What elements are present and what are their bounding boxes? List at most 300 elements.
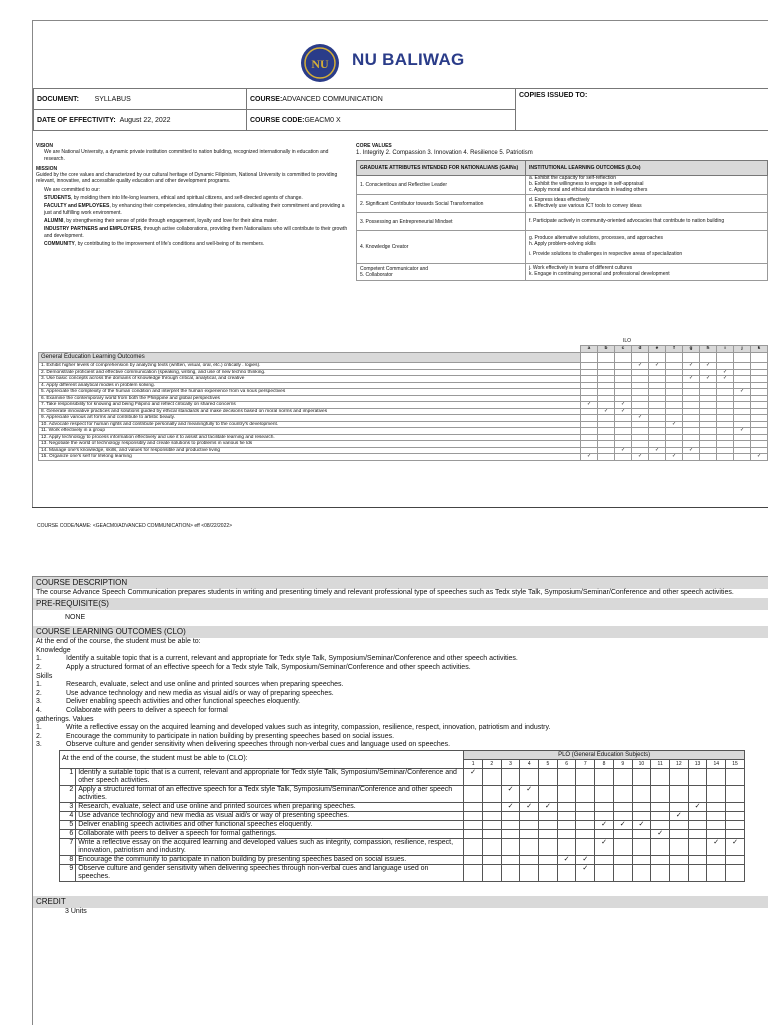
gain-row bbox=[357, 264, 526, 281]
clo-number: 8 bbox=[60, 855, 76, 864]
clo-description: Research, evaluate, select and use online and printed sources when preparing speeches. bbox=[76, 802, 464, 811]
document-label: DOCUMENT: bbox=[37, 95, 79, 103]
clo-list-item bbox=[33, 698, 768, 707]
clo-list-item bbox=[33, 681, 768, 690]
plo-check-cell bbox=[539, 820, 558, 829]
plo-check-cell bbox=[482, 785, 501, 802]
knowledge-list bbox=[33, 655, 768, 672]
clo-list-item bbox=[33, 664, 768, 673]
check-mark-icon: ✓ bbox=[544, 802, 551, 810]
ge-check-cell bbox=[581, 454, 598, 461]
graduate-attributes-table bbox=[356, 160, 768, 281]
plo-check-cell bbox=[464, 802, 483, 811]
plo-check-cell bbox=[651, 768, 670, 785]
plo-check-cell bbox=[576, 864, 595, 881]
plo-check-cell bbox=[501, 811, 520, 820]
plo-number: 3 bbox=[501, 759, 520, 768]
check-mark-icon: ✓ bbox=[657, 829, 664, 837]
footer-course-code: COURSE CODE/NAME: <GEACM0/ADVANCED COMMUNICATION> eff <08/22/2022> bbox=[37, 523, 233, 529]
plo-check-cell bbox=[539, 864, 558, 881]
plo-check-cell bbox=[651, 855, 670, 864]
check-mark-icon: ✓ bbox=[586, 454, 592, 459]
plo-check-cell bbox=[632, 785, 651, 802]
clo-list-text: Encourage the community to participate in nation building by presenting speeches based on social issues. bbox=[66, 732, 395, 740]
ilo-group bbox=[526, 231, 768, 264]
plo-check-cell bbox=[688, 855, 707, 864]
mission-items bbox=[36, 195, 348, 247]
plo-check-cell bbox=[651, 785, 670, 802]
check-mark-icon: ✓ bbox=[601, 838, 607, 846]
plo-check-cell bbox=[539, 768, 558, 785]
clo-list-text: Research, evaluate, select and use online and printed sources when preparing speeches. bbox=[66, 681, 344, 689]
ge-check-cell bbox=[598, 353, 615, 363]
ge-title-row bbox=[39, 353, 768, 363]
ge-check-cell bbox=[632, 454, 649, 461]
clo-description: Write a reflective essay on the acquired learning and developed values such as integrity, compassion, resilience, respect, innovation, patriotism and industry. bbox=[76, 838, 464, 855]
plo-check-cell bbox=[482, 820, 501, 829]
check-mark-icon: ✓ bbox=[603, 408, 609, 414]
plo-check-cell bbox=[613, 768, 632, 785]
ilo-letter: a bbox=[581, 346, 598, 353]
plo-check-cell bbox=[539, 838, 558, 855]
mission-item bbox=[36, 241, 348, 247]
check-mark-icon: ✓ bbox=[620, 402, 626, 407]
clo-row bbox=[60, 768, 745, 785]
ilo-item: h. Apply problem-solving skills bbox=[529, 241, 596, 248]
ge-outcome-text: 9. Appreciate various art forms and contribute to artistic beauty. bbox=[39, 415, 581, 422]
clo-row bbox=[60, 855, 745, 864]
plo-check-cell bbox=[707, 864, 726, 881]
plo-check-cell bbox=[595, 855, 614, 864]
plo-check-cell bbox=[482, 802, 501, 811]
check-mark-icon: ✓ bbox=[705, 376, 711, 381]
plo-check-cell bbox=[651, 838, 670, 855]
check-mark-icon: ✓ bbox=[671, 454, 677, 459]
clo-number: 7 bbox=[60, 838, 76, 855]
plo-check-cell bbox=[482, 855, 501, 864]
clo-row bbox=[60, 829, 745, 838]
plo-check-cell bbox=[595, 829, 614, 838]
ge-check-cell bbox=[683, 454, 700, 461]
mission-item-text: , by strengthening their sense of pride through engagement, loyalty and love for their alma mater. bbox=[63, 217, 278, 224]
plo-check-cell bbox=[632, 802, 651, 811]
check-mark-icon: ✓ bbox=[563, 855, 570, 863]
clo-intro: At the end of the course, the student must be able to: bbox=[36, 638, 201, 646]
plo-check-cell bbox=[520, 768, 539, 785]
plo-check-cell bbox=[595, 838, 614, 855]
plo-number: 5 bbox=[539, 759, 558, 768]
plo-number: 15 bbox=[726, 759, 745, 768]
plo-check-cell bbox=[613, 829, 632, 838]
clo-header-row bbox=[60, 750, 745, 759]
plo-check-cell bbox=[576, 855, 595, 864]
plo-check-cell bbox=[464, 811, 483, 820]
plo-check-cell bbox=[464, 820, 483, 829]
plo-check-cell bbox=[576, 785, 595, 802]
clo-list-number: 1. bbox=[36, 681, 42, 689]
clo-list-item bbox=[33, 724, 768, 733]
clo-description: Deliver enabling speech activities and other functional speeches eloquently. bbox=[76, 820, 464, 829]
gain-row: 2. Significant Contributor towards Social Transformation bbox=[357, 195, 526, 213]
ge-check-cell bbox=[734, 454, 751, 461]
clo-list-number: 1. bbox=[36, 655, 42, 663]
ge-check-cell bbox=[717, 454, 734, 461]
plo-check-cell bbox=[595, 785, 614, 802]
mission-item-key: STUDENTS bbox=[44, 195, 71, 202]
plo-number: 8 bbox=[595, 759, 614, 768]
gains-header: GRADUATE ATTRIBUTES INTENDED FOR NATIONALIANS (GAINs) bbox=[357, 161, 526, 176]
plo-check-cell bbox=[669, 802, 688, 811]
ilo-item: i. Provide solutions to challenges in respective areas of specialization bbox=[529, 250, 683, 257]
plo-check-cell bbox=[688, 864, 707, 881]
prerequisite-value: NONE bbox=[65, 613, 86, 621]
clo-list-text: Collaborate with peers to deliver a speech for formal bbox=[66, 706, 228, 714]
ge-outcome-text: 3. Use basic concepts across the domains of knowledge through critical, analytical, and creative bbox=[39, 376, 581, 383]
plo-check-cell bbox=[595, 820, 614, 829]
vision-mission-section bbox=[36, 143, 348, 249]
mission-item-text: , through active collaborations, providing them Nationalians who will contribute to their growth and development. bbox=[44, 226, 348, 239]
check-mark-icon: ✓ bbox=[739, 389, 745, 394]
check-mark-icon: ✓ bbox=[722, 369, 728, 375]
plo-check-cell bbox=[613, 811, 632, 820]
check-mark-icon: ✓ bbox=[637, 454, 643, 459]
plo-check-cell bbox=[632, 811, 651, 820]
plo-check-cell bbox=[557, 838, 576, 855]
plo-check-cell bbox=[520, 785, 539, 802]
ilo-letter: k bbox=[751, 346, 768, 353]
plo-check-cell bbox=[520, 864, 539, 881]
plo-check-cell bbox=[464, 855, 483, 864]
ilo-letter-spacer bbox=[39, 346, 581, 353]
mission-item-key: COMMUNITY bbox=[44, 240, 75, 247]
mission-committed: We are committed to our: bbox=[44, 186, 101, 193]
plo-check-cell bbox=[669, 838, 688, 855]
plo-check-cell bbox=[632, 768, 651, 785]
mission-item-text: , by molding them into life-long learners, ethical and spiritual citizens, and self-directed agents of change. bbox=[70, 195, 303, 202]
plo-check-cell bbox=[726, 855, 745, 864]
clo-description: Collaborate with peers to deliver a speech for formal gatherings. bbox=[76, 829, 464, 838]
ilo-item: f. Participate actively in community-oriented advocacies that contribute to nation building bbox=[526, 213, 768, 231]
plo-check-cell bbox=[651, 802, 670, 811]
mission-item-key: INDUSTRY PARTNERS and EMPLOYERS bbox=[44, 226, 141, 233]
ge-check-cell bbox=[734, 353, 751, 363]
clo-label: COURSE LEARNING OUTCOMES (CLO) bbox=[33, 626, 768, 638]
plo-check-cell bbox=[688, 811, 707, 820]
plo-check-cell bbox=[669, 820, 688, 829]
plo-check-cell bbox=[520, 855, 539, 864]
plo-check-cell bbox=[501, 768, 520, 785]
ge-check-cell bbox=[581, 353, 598, 363]
plo-check-cell bbox=[669, 855, 688, 864]
plo-check-cell bbox=[520, 829, 539, 838]
plo-check-cell bbox=[613, 838, 632, 855]
mission-text: Guided by the core values and characterized by our cultural heritage of Dynamic Filipinism, National University is committed to providing relevant, innovative, and accessible quality education and other development programs. bbox=[36, 172, 338, 185]
ge-outcomes-title: General Education Learning Outcomes bbox=[39, 353, 581, 363]
plo-check-cell bbox=[464, 768, 483, 785]
plo-check-cell bbox=[613, 802, 632, 811]
course-value: ADVANCED COMMUNICATION bbox=[282, 95, 383, 103]
plo-check-cell bbox=[632, 838, 651, 855]
check-mark-icon: ✓ bbox=[688, 447, 694, 453]
ilo-letter: b bbox=[598, 346, 615, 353]
plo-number: 13 bbox=[688, 759, 707, 768]
knowledge-label: Knowledge bbox=[36, 646, 71, 654]
mission-item bbox=[36, 218, 348, 224]
plo-check-cell bbox=[576, 838, 595, 855]
clo-number: 3 bbox=[60, 802, 76, 811]
plo-check-cell bbox=[576, 811, 595, 820]
clo-list-number: 2. bbox=[36, 689, 42, 697]
plo-check-cell bbox=[613, 855, 632, 864]
skills-label: Skills bbox=[36, 672, 53, 680]
plo-check-cell bbox=[576, 802, 595, 811]
ge-check-cell bbox=[615, 353, 632, 363]
check-mark-icon: ✓ bbox=[756, 454, 762, 459]
clo-list-item bbox=[33, 655, 768, 664]
check-mark-icon: ✓ bbox=[694, 802, 701, 810]
ilo-header: INSTITUTIONAL LEARNING OUTCOMES (ILOs) bbox=[526, 161, 768, 176]
plo-check-cell bbox=[726, 820, 745, 829]
check-mark-icon: ✓ bbox=[620, 408, 626, 414]
plo-check-cell bbox=[688, 768, 707, 785]
ge-outcome-text: 15. Organize one's self for lifelong learning bbox=[39, 454, 581, 461]
plo-check-cell bbox=[595, 802, 614, 811]
clo-description: Use advance technology and new media as visual aid/s or way of presenting speeches. bbox=[76, 811, 464, 820]
effectivity-value: August 22, 2022 bbox=[119, 116, 171, 124]
clo-number: 6 bbox=[60, 829, 76, 838]
plo-check-cell bbox=[557, 802, 576, 811]
plo-check-cell bbox=[707, 838, 726, 855]
plo-check-cell bbox=[632, 820, 651, 829]
credit-label: CREDIT bbox=[33, 896, 768, 908]
ge-check-cell bbox=[666, 454, 683, 461]
plo-check-cell bbox=[557, 864, 576, 881]
plo-check-cell bbox=[707, 768, 726, 785]
clo-description: Identify a suitable topic that is a current, relevant and appropriate for Tedx style Talk, Symposium/Seminar/Conference and other speech activities. bbox=[76, 768, 464, 785]
check-mark-icon: ✓ bbox=[637, 415, 643, 420]
check-mark-icon: ✓ bbox=[675, 811, 682, 819]
mission-item bbox=[36, 226, 348, 239]
check-mark-icon: ✓ bbox=[732, 838, 738, 846]
ilo-item: a. Exhibit the capacity for self-reflection bbox=[529, 175, 616, 182]
clo-number: 2 bbox=[60, 785, 76, 802]
ge-outcome-row bbox=[39, 454, 768, 461]
plo-check-cell bbox=[688, 838, 707, 855]
clo-row bbox=[60, 864, 745, 881]
ge-check-cell bbox=[649, 454, 666, 461]
mission-label: MISSION bbox=[36, 165, 58, 172]
ilo-letter: d bbox=[632, 346, 649, 353]
clo-list-text: Deliver enabling speech activities and other functional speeches eloquently. bbox=[66, 698, 301, 706]
plo-check-cell bbox=[520, 838, 539, 855]
plo-check-cell bbox=[520, 802, 539, 811]
document-header-table bbox=[33, 88, 768, 131]
plo-number: 6 bbox=[557, 759, 576, 768]
clo-row bbox=[60, 838, 745, 855]
plo-check-cell bbox=[482, 811, 501, 820]
plo-header: PLO (General Education Subjects) bbox=[464, 750, 745, 759]
ge-outcome-text: 1. Exhibit higher levels of comprehension by analyzing texts (written, visual, oral, etc.) critically . logies). bbox=[39, 363, 581, 370]
ge-outcome-text: 11. Work effectively in a group bbox=[39, 428, 581, 435]
core-values-label: CORE VALUES bbox=[356, 143, 392, 149]
clo-description: Apply a structured format of an effective speech for a Tedx style Talk, Symposium/Seminar/Conference and other speech activities. bbox=[76, 785, 464, 802]
core-values-section bbox=[356, 143, 768, 281]
plo-check-cell bbox=[557, 820, 576, 829]
gain-line: 5. Collaborator bbox=[360, 272, 393, 278]
check-mark-icon: ✓ bbox=[722, 376, 728, 381]
ge-outcome-text: 5. Appreciate the complexity of the human condition and interpret the human experience from va rious perspectives bbox=[39, 389, 581, 396]
plo-check-cell bbox=[707, 802, 726, 811]
clo-list-number: 3. bbox=[36, 741, 42, 749]
clo-list-number: 3. bbox=[36, 698, 42, 706]
plo-check-cell bbox=[707, 811, 726, 820]
plo-check-cell bbox=[501, 820, 520, 829]
gain-row: 3. Possessing an Entrepreneurial Mindset bbox=[357, 213, 526, 231]
plo-check-cell bbox=[501, 838, 520, 855]
check-mark-icon: ✓ bbox=[582, 855, 589, 863]
ge-outcome-text: 7. Take responsibility for knowing and being Filipino and reflect critically on shared concerns bbox=[39, 402, 581, 409]
plo-check-cell bbox=[464, 785, 483, 802]
plo-number: 4 bbox=[520, 759, 539, 768]
clo-list-text: Apply a structured format of an effective speech for a Tedx style Talk, Symposium/Seminar/Conference and other speech activities. bbox=[66, 663, 471, 671]
syllabus-page-1 bbox=[32, 20, 768, 507]
vision-text: We are National University, a dynamic private institution committed to nation building, recognized internationally in education and research. bbox=[44, 149, 329, 162]
plo-number: 9 bbox=[613, 759, 632, 768]
plo-check-cell bbox=[707, 855, 726, 864]
mission-item-key: ALUMNI bbox=[44, 217, 64, 224]
plo-check-cell bbox=[482, 829, 501, 838]
plo-check-cell bbox=[726, 864, 745, 881]
clo-list-item bbox=[33, 707, 768, 716]
clo-list-text: Use advance technology and new media as visual aid/s or way of preparing speeches. bbox=[66, 689, 334, 697]
clo-row bbox=[60, 811, 745, 820]
plo-check-cell bbox=[669, 864, 688, 881]
plo-number: 1 bbox=[464, 759, 483, 768]
check-mark-icon: ✓ bbox=[688, 376, 694, 381]
plo-check-cell bbox=[726, 838, 745, 855]
plo-number: 2 bbox=[482, 759, 501, 768]
plo-check-cell bbox=[726, 768, 745, 785]
plo-check-cell bbox=[669, 829, 688, 838]
values-label: gatherings. Values bbox=[36, 715, 94, 723]
course-code-label: COURSE CODE: bbox=[250, 116, 305, 124]
plo-check-cell bbox=[651, 829, 670, 838]
plo-check-cell bbox=[539, 855, 558, 864]
ilo-item: g. Produce alternative solutions, processes, and approaches bbox=[529, 235, 663, 242]
prerequisite-label: PRE-REQUISITE(S) bbox=[33, 598, 768, 610]
check-mark-icon: ✓ bbox=[526, 802, 533, 810]
plo-check-cell bbox=[482, 864, 501, 881]
check-mark-icon: ✓ bbox=[654, 447, 660, 453]
plo-check-cell bbox=[707, 785, 726, 802]
gain-line: Competent Communicator and bbox=[360, 266, 429, 272]
clo-list-text: Identify a suitable topic that is a current, relevant and appropriate for Tedx style Talk, Symposium/Seminar/Conference and other speech activities. bbox=[66, 655, 518, 663]
ilo-item: e. Effectively use various ICT tools to convey ideas bbox=[529, 202, 642, 209]
plo-number: 14 bbox=[707, 759, 726, 768]
ilo-item: c. Apply moral and ethical standards in leading others bbox=[529, 186, 648, 193]
plo-check-cell bbox=[557, 785, 576, 802]
mission-item-text: , by contributing to the improvement of life's conditions and well-being of its members. bbox=[74, 240, 265, 247]
core-values-text: 1. Integrity 2. Compassion 3. Innovation 4. Resilience 5. Patriotism bbox=[356, 150, 533, 156]
ge-check-cell bbox=[717, 353, 734, 363]
ge-check-cell bbox=[700, 353, 717, 363]
ilo-letter: f bbox=[666, 346, 683, 353]
clo-list-item bbox=[33, 690, 768, 699]
plo-check-cell bbox=[539, 811, 558, 820]
syllabus-page-2 bbox=[32, 576, 768, 1025]
plo-check-cell bbox=[520, 811, 539, 820]
plo-check-cell bbox=[557, 811, 576, 820]
plo-check-cell bbox=[595, 811, 614, 820]
check-mark-icon: ✓ bbox=[507, 802, 514, 810]
plo-number: 12 bbox=[669, 759, 688, 768]
ilo-letter-row bbox=[39, 346, 768, 353]
plo-check-cell bbox=[707, 820, 726, 829]
ge-check-cell bbox=[649, 353, 666, 363]
plo-check-cell bbox=[669, 785, 688, 802]
plo-check-cell bbox=[576, 829, 595, 838]
ilo-letter: h bbox=[700, 346, 717, 353]
plo-check-cell bbox=[520, 820, 539, 829]
plo-check-cell bbox=[501, 855, 520, 864]
plo-check-cell bbox=[651, 864, 670, 881]
plo-check-cell bbox=[464, 864, 483, 881]
ge-check-cell bbox=[683, 353, 700, 363]
nu-logo bbox=[300, 43, 540, 83]
clo-row bbox=[60, 785, 745, 802]
check-mark-icon: ✓ bbox=[526, 785, 533, 793]
plo-check-cell bbox=[482, 768, 501, 785]
clo-list-number: 2. bbox=[36, 732, 42, 740]
clo-number: 4 bbox=[60, 811, 76, 820]
plo-check-cell bbox=[632, 864, 651, 881]
plo-check-cell bbox=[632, 829, 651, 838]
plo-check-cell bbox=[613, 785, 632, 802]
ilo-group bbox=[526, 195, 768, 213]
mission-item bbox=[36, 195, 348, 201]
plo-check-cell bbox=[501, 829, 520, 838]
vision-label: VISION bbox=[36, 143, 53, 149]
ilo-item: k. Engage in continuing personal and professional development bbox=[529, 271, 670, 277]
plo-check-cell bbox=[501, 785, 520, 802]
ge-outcome-text: 8. Generate innovative practices and solutions guided by ethical standards and make decisions based on moral norms and imperatives bbox=[39, 408, 581, 415]
values-list bbox=[33, 724, 768, 750]
gain-row: 4. Knowledge Creator bbox=[357, 231, 526, 264]
svg-text:NU: NU bbox=[311, 57, 329, 71]
plo-check-cell bbox=[651, 811, 670, 820]
ge-outcome-text: 13. Negotiate the world of technology responsibly and create solutions to problems in various fie lds bbox=[39, 441, 581, 448]
check-mark-icon: ✓ bbox=[601, 820, 607, 828]
clo-list-number: 1. bbox=[36, 724, 42, 732]
plo-check-cell bbox=[464, 829, 483, 838]
plo-check-cell bbox=[501, 802, 520, 811]
plo-number: 11 bbox=[651, 759, 670, 768]
course-description-label: COURSE DESCRIPTION bbox=[33, 577, 768, 589]
ilo-letter: e bbox=[649, 346, 666, 353]
plo-check-cell bbox=[726, 785, 745, 802]
clo-list-item bbox=[33, 741, 768, 750]
plo-check-cell bbox=[539, 802, 558, 811]
plo-check-cell bbox=[595, 864, 614, 881]
clo-description: Observe culture and gender sensitivity when delivering speeches through non-verbal cues and language used on speeches. bbox=[76, 864, 464, 881]
ge-check-cell bbox=[632, 353, 649, 363]
clo-number: 1 bbox=[60, 768, 76, 785]
plo-check-cell bbox=[595, 768, 614, 785]
ge-outcome-text: 12. Apply technology to process information effectively and use it to assist and facilitate learning and research. bbox=[39, 434, 581, 441]
plo-check-cell bbox=[688, 785, 707, 802]
page-divider bbox=[32, 507, 768, 508]
ge-outcomes-table bbox=[38, 345, 768, 461]
